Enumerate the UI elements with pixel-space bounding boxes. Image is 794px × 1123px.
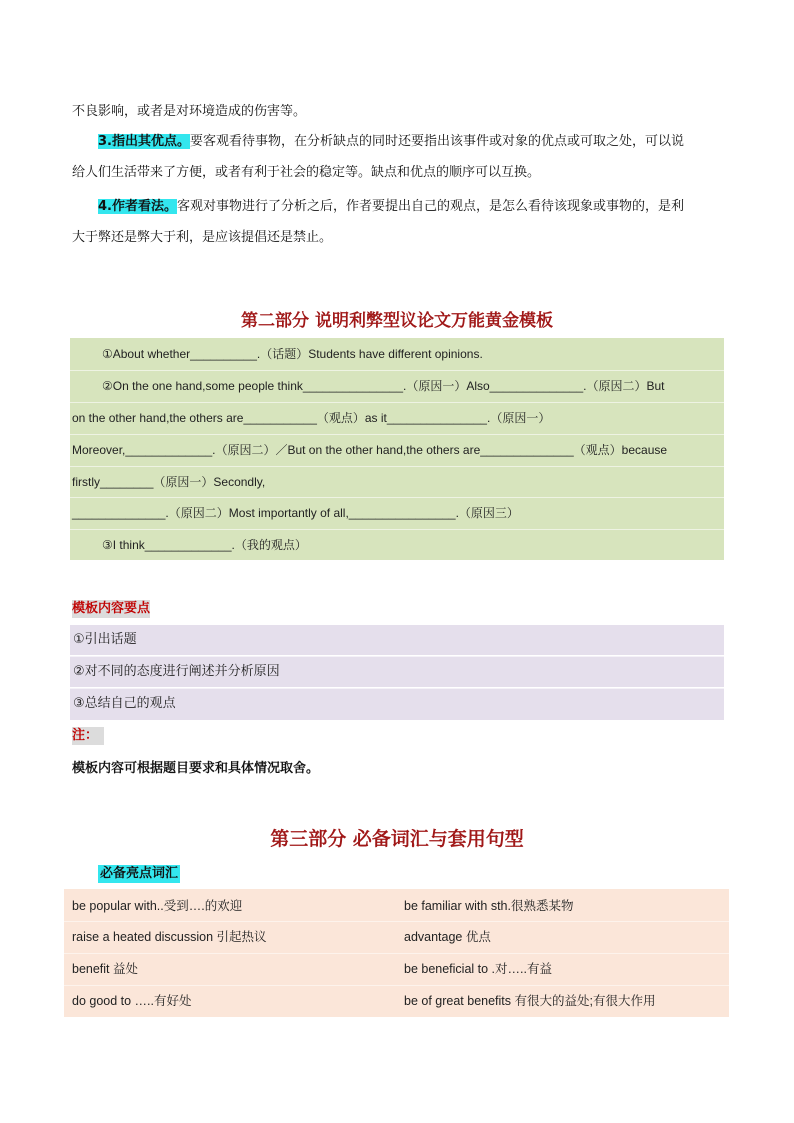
vocab-row-3-left: benefit 益处	[72, 962, 139, 976]
template-line-2: ②On the one hand,some people think_______________.（原因一）Also______________.（原因二）But	[102, 379, 665, 393]
vocab-row-4-left: do good to …..有好处	[72, 994, 192, 1008]
point-4-line-2: 大于弊还是弊大于利，是应该提倡还是禁止。	[72, 230, 333, 245]
point-row-1	[70, 625, 724, 655]
note-text: 模板内容可根据题目要求和具体情况取舍。	[72, 761, 320, 776]
point-4-text: 客观对事物进行了分析之后，作者要提出自己的观点，是怎么看待该现象或事物的，是利	[176, 199, 684, 214]
point-3-text-row: ③总结自己的观点	[73, 696, 176, 711]
template-line-4: Moreover,_____________.（原因二）／But on the other hand,the others are______________（观点）because	[72, 443, 668, 457]
template-line-7: ③I think_____________.（我的观点）	[102, 538, 307, 552]
vocab-row-1-left: be popular with..受到….的欢迎	[72, 899, 243, 913]
vocab-row-1-right: be familiar with sth.很熟悉某物	[404, 899, 574, 913]
template-line-5: firstly________（原因一）Secondly,	[72, 475, 266, 489]
template-line-1: ①About whether__________.（话题）Students have different opinions.	[102, 347, 483, 361]
section-2-title: 第二部分 说明利弊型议论文万能黄金模板	[241, 311, 553, 331]
point-4-label: 4.作者看法。	[98, 199, 177, 214]
section-3-title: 第三部分 必备词汇与套用句型	[270, 828, 524, 850]
point-2-text: ②对不同的态度进行阐述并分析原因	[73, 664, 280, 679]
template-line-6: ______________.（原因二）Most importantly of all,________________.（原因三）	[72, 506, 519, 520]
note-label: 注：	[72, 727, 104, 745]
point-3-text: 要客观看待事物，在分析缺点的同时还要指出该事件或对象的优点或可取之处，可以说	[189, 134, 684, 149]
vocab-row-4-right: be of great benefits 有很大的益处;有很大作用	[404, 994, 656, 1008]
points-label: 模板内容要点	[72, 601, 151, 616]
template-line-3: on the other hand,the others are___________（观点）as it_______________.（原因一）	[72, 411, 551, 425]
point-4-paragraph	[72, 197, 722, 217]
vocab-row-2-right: advantage 优点	[404, 930, 491, 944]
intro-line-1: 不良影响，或者是对环境造成的伤害等。	[72, 104, 307, 119]
point-3-paragraph	[72, 132, 722, 152]
vocab-label: 必备亮点词汇	[100, 866, 179, 881]
vocab-row-2-left: raise a heated discussion 引起热议	[72, 930, 267, 944]
point-1-text: ①引出话题	[73, 632, 137, 647]
vocab-row-3-right: be beneficial to .对…..有益	[404, 962, 552, 976]
point-3-label: 3.指出其优点。	[98, 134, 190, 149]
point-3-line-2: 给人们生活带来了方便，或者有利于社会的稳定等。缺点和优点的顺序可以互换。	[72, 165, 541, 180]
